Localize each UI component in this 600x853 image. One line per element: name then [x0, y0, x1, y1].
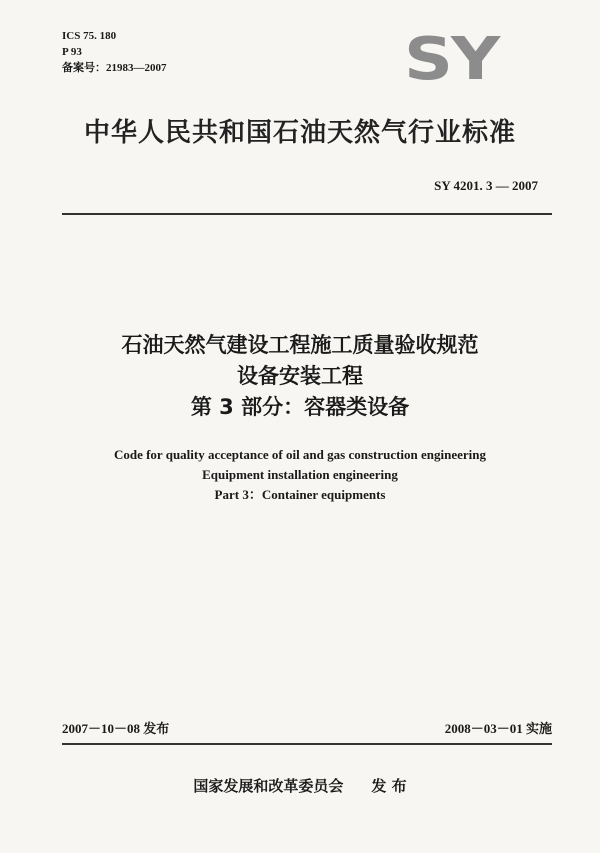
effective-date: 2008－03－01 实施 — [444, 721, 552, 736]
chinese-title-block — [0, 330, 600, 423]
english-title-block — [0, 445, 600, 505]
publish-date: 2007－10－08 发布 — [62, 721, 170, 736]
cn-title-line-2: 设备安装工程 — [237, 364, 363, 388]
bottom-divider — [62, 743, 552, 745]
en-title-line-2: Equipment installation engineering — [202, 467, 398, 482]
en-title-line-1: Code for quality acceptance of oil and gas construction engineering — [113, 447, 487, 462]
cn-title-line-3: 第 3 部分：容器类设备 — [190, 395, 410, 419]
cn-title-line-1: 石油天然气建设工程施工质量验收规范 — [121, 333, 479, 357]
issuer-action: 发 布 — [371, 777, 407, 795]
sy-logo: SY — [404, 25, 499, 94]
ccs-code: P 93 — [62, 46, 82, 58]
issuer-line — [0, 775, 600, 796]
issuer-organization: 国家发展和改革委员会 — [193, 777, 344, 795]
standard-number: SY 4201. 3 — 2007 — [434, 178, 538, 193]
classification-block — [62, 28, 167, 76]
ics-code: ICS 75. 180 — [62, 30, 117, 42]
top-divider — [62, 213, 552, 215]
filing-number: 备案号：21983—2007 — [62, 62, 167, 74]
standard-category-title: 中华人民共和国石油天然气行业标准 — [83, 118, 516, 148]
en-title-line-3: Part 3：Container equipments — [214, 487, 386, 502]
